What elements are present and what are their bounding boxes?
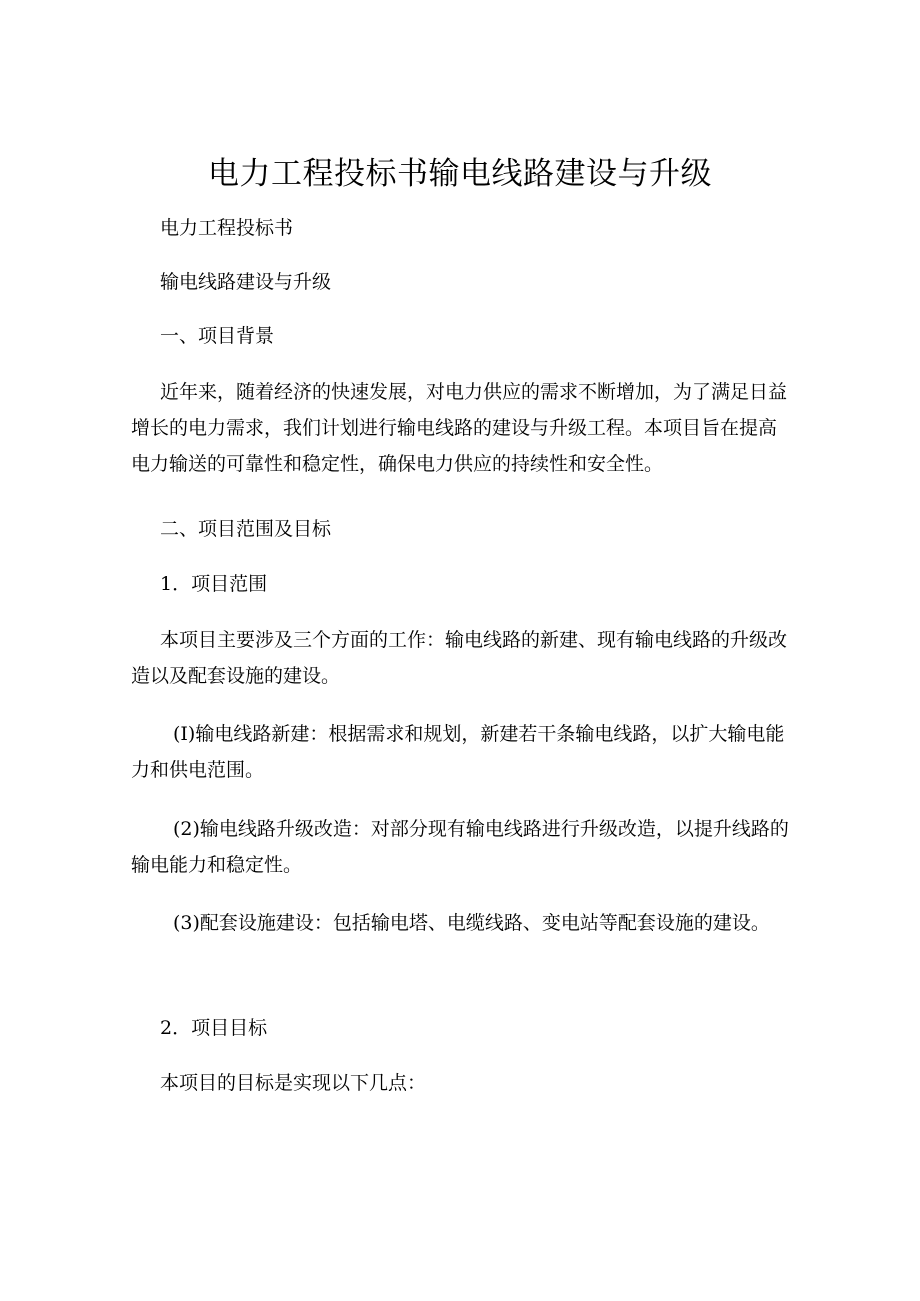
paragraph-doc-label: 电力工程投标书 <box>160 217 294 239</box>
document-title: 电力工程投标书输电线路建设与升级 <box>208 156 712 192</box>
subheading-scope: 1．项目范围 <box>160 573 268 595</box>
paragraph-doc-subtitle: 输电线路建设与升级 <box>160 271 332 293</box>
section-heading-scope-goals: 二、项目范围及目标 <box>160 518 332 540</box>
list-item-facilities: (3)配套设施建设：包括输电塔、电缆线路、变电站等配套设施的建设。 <box>173 912 770 934</box>
subheading-goals: 2．项目目标 <box>160 1017 268 1039</box>
paragraph-scope: 本项目主要涉及三个方面的工作：输电线路的新建、现有输电线路的升级改造以及配套设施的建设。 <box>131 629 788 687</box>
paragraph-background: 近年来，随着经济的快速发展，对电力供应的需求不断增加，为了满足日益增长的电力需求，我们计划进行输电线路的建设与升级工程。本项目旨在提高电力输送的可靠性和稳定性，确保电力供应的持续性和安全性。 <box>131 381 788 475</box>
list-item-new-lines: (I)输电线路新建：根据需求和规划，新建若干条输电线路，以扩大输电能力和供电范围。 <box>131 723 785 781</box>
section-heading-background: 一、项目背景 <box>160 325 275 347</box>
list-item-upgrade: (2)输电线路升级改造：对部分现有输电线路进行升级改造，以提升线路的输电能力和稳定性。 <box>131 818 789 876</box>
paragraph-goals: 本项目的目标是实现以下几点： <box>160 1072 427 1094</box>
